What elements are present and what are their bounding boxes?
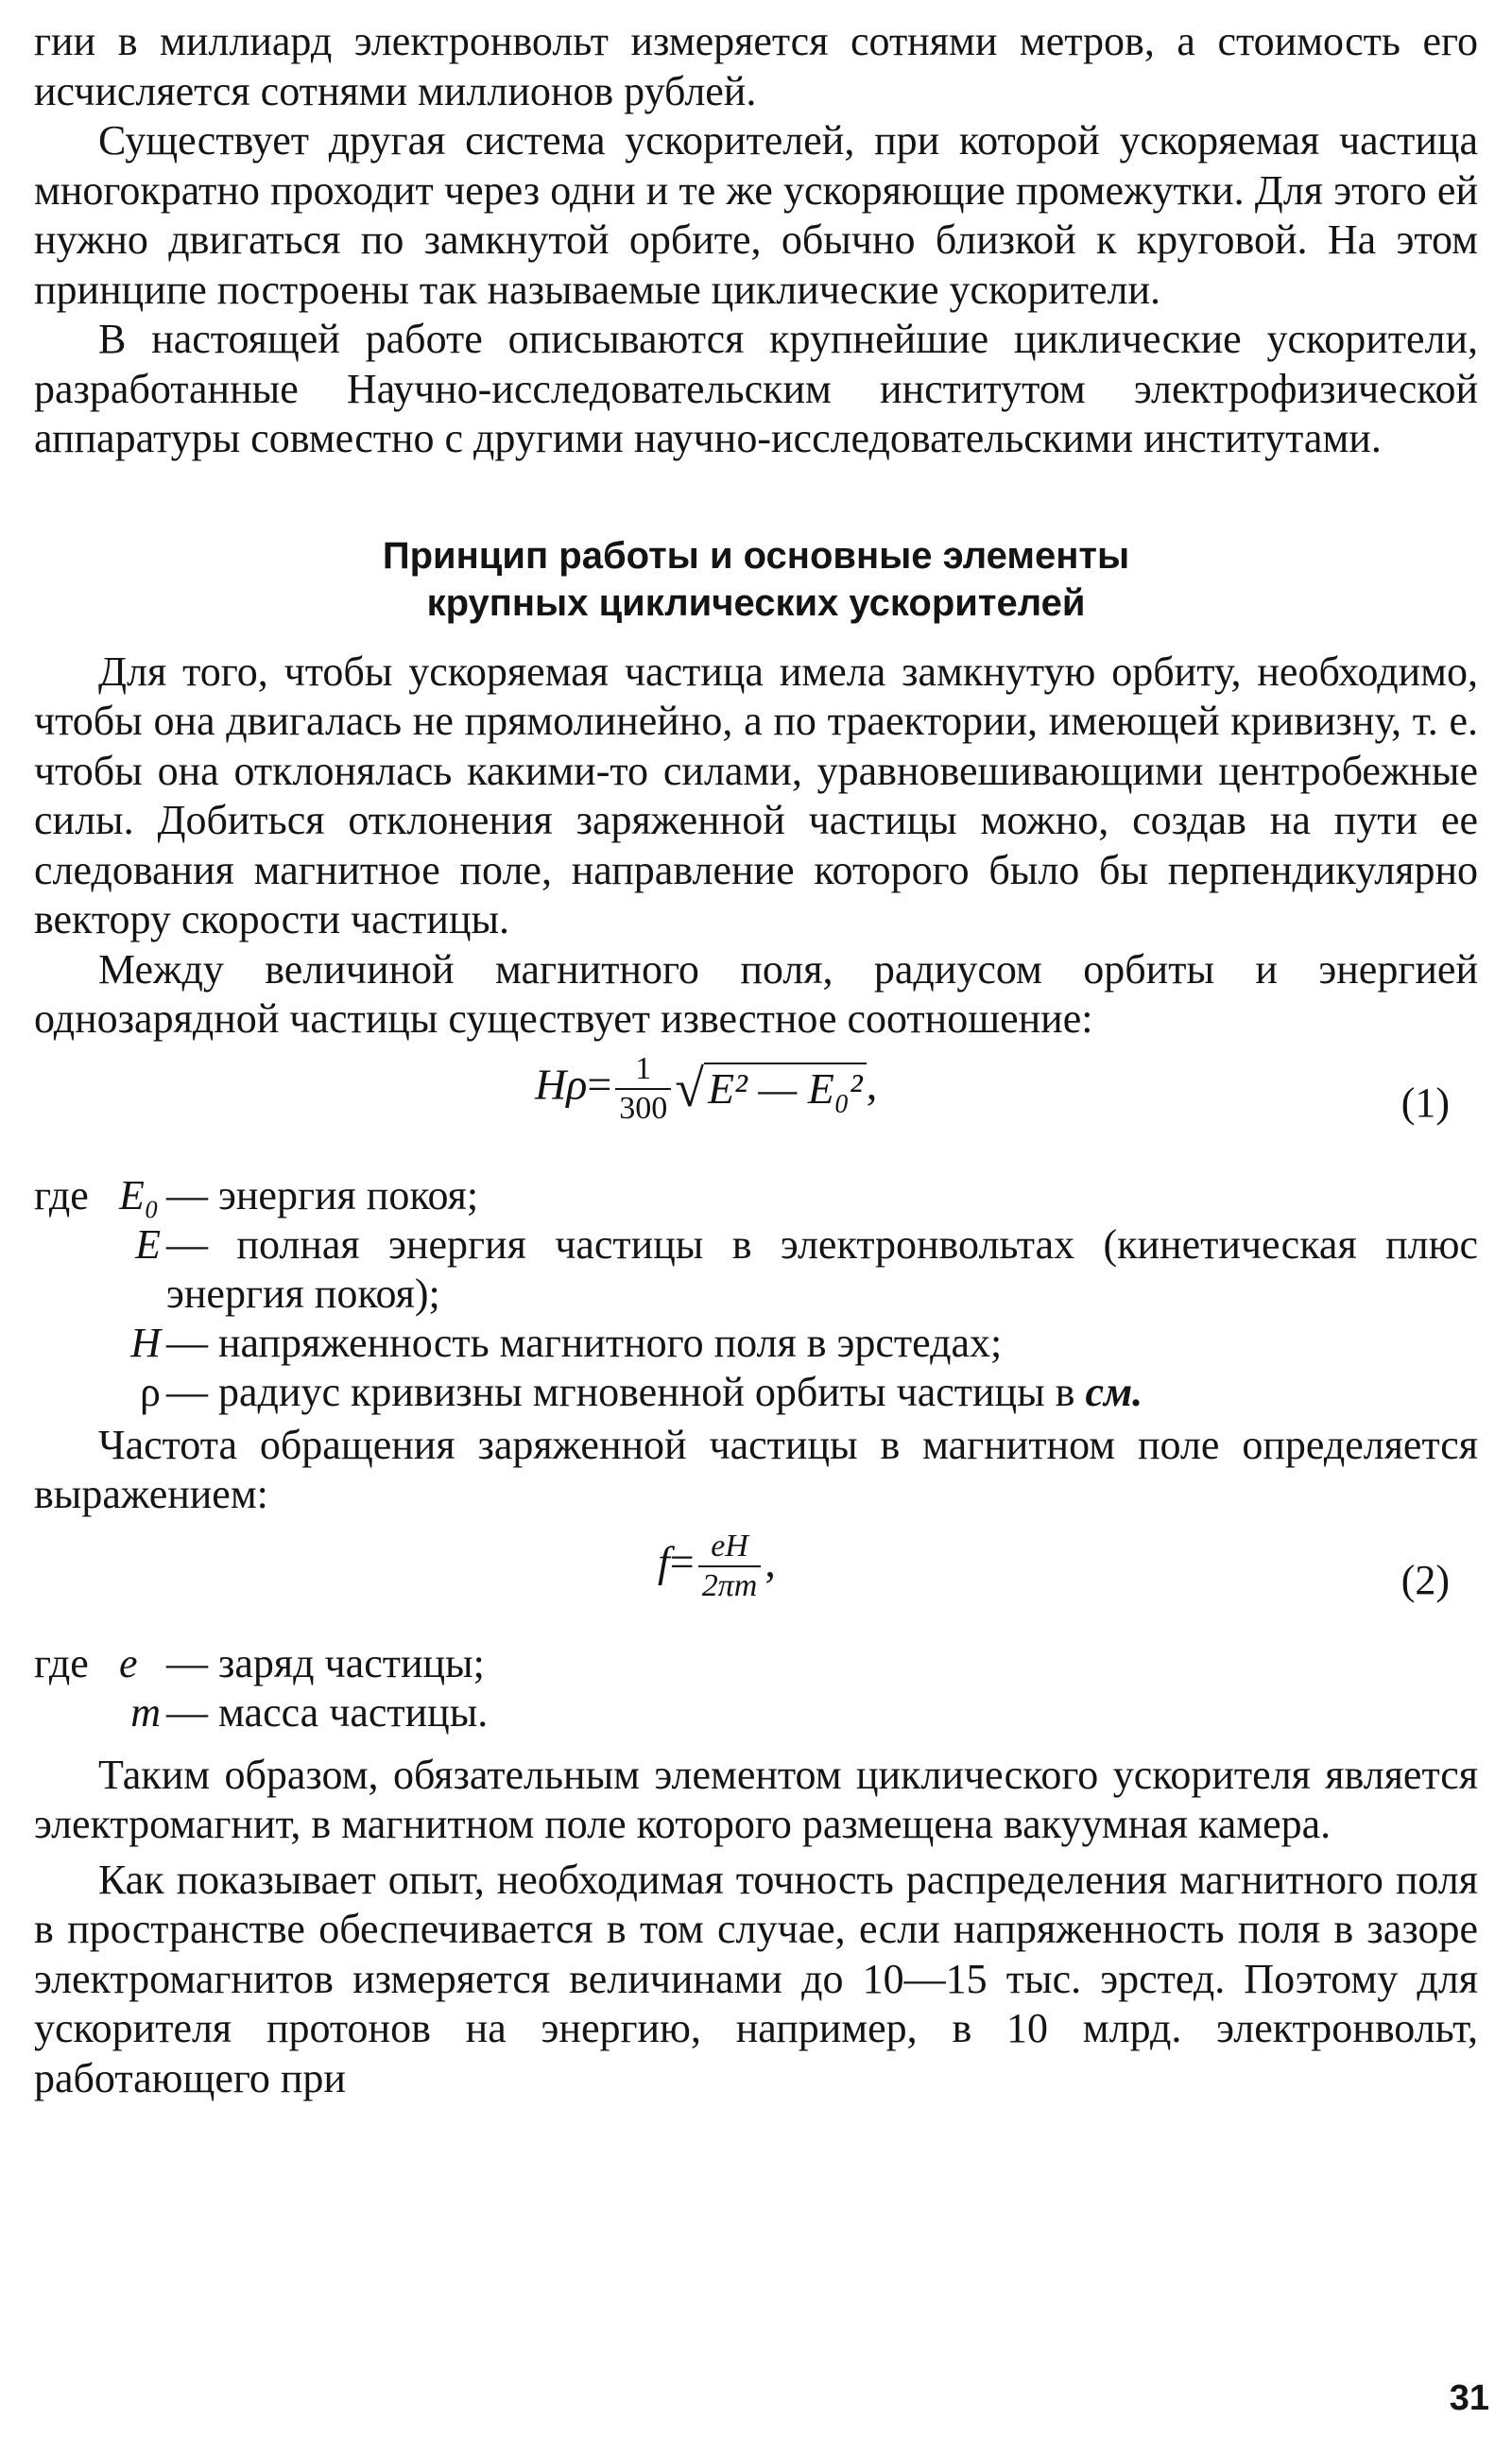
paragraph-7: Таким образом, обязательным элементом циклического ускорителя является электромагнит, в магнитном поле которого размещена вакуумная камера. xyxy=(34,1751,1478,1847)
definitions-1 xyxy=(34,1171,1478,1417)
definition-symbol: H xyxy=(130,1319,161,1366)
paragraph-5: Между величиной магнитного поля, радиусом орбиты и энергией однозарядной частицы существует известное соотношение: xyxy=(34,945,1478,1042)
definition-row xyxy=(34,1220,1478,1319)
formula-1-tail: , xyxy=(866,1060,878,1109)
paragraph-1: гии в миллиард электронвольт измеряется сотнями метров, а стоимость его исчисляется сотнями миллионов рублей. xyxy=(34,18,1478,114)
definition-text: — напряженность магнитного поля в эрстедах; xyxy=(166,1319,1003,1366)
formula-2-number: (2) xyxy=(1400,1556,1450,1603)
formula-1-lhs: Hρ xyxy=(535,1060,588,1109)
formula-2-fraction xyxy=(698,1528,762,1605)
formula-2-eq: = xyxy=(669,1537,695,1586)
section-heading-line-2: крупных циклических ускорителей xyxy=(426,581,1086,624)
definition-where: где xyxy=(34,1639,89,1686)
definition-row xyxy=(34,1639,1478,1688)
definition-symbol: E₀ xyxy=(119,1171,160,1218)
paragraph-6: Частота обращения заряженной частицы в магнитном поле определяется выражением: xyxy=(34,1421,1478,1517)
formula-1-denominator: 300 xyxy=(619,1090,668,1126)
formula-1-numerator: 1 xyxy=(615,1050,671,1090)
definition-symbol: e xyxy=(119,1639,138,1686)
definition-text: — масса частицы. xyxy=(166,1688,489,1736)
paragraph-8: Как показывает опыт, необходимая точность распределения магнитного поля в пространстве обеспечивается в том случае, если напряженность поля в зазоре электромагнитов измеряется величинами до 10—15 тыс. эрстед. Поэтому для ускорителя протонов на энергию, например, в 10 млрд. электронвольт, работающего при xyxy=(34,1856,1478,2101)
formula-2-row xyxy=(34,1528,1478,1639)
formula-1-eq: = xyxy=(587,1060,612,1109)
formula-1-row xyxy=(34,1050,1478,1171)
formula-2-numerator: eH xyxy=(698,1528,762,1567)
formula-1-number: (1) xyxy=(1400,1079,1450,1126)
definition-where: где xyxy=(34,1171,89,1218)
formula-2-tail: , xyxy=(765,1537,776,1586)
formula-1-sqrt-sign: √ xyxy=(675,1059,704,1118)
definition-text: — заряд частицы; xyxy=(166,1639,485,1686)
definition-text xyxy=(166,1368,1478,1417)
definition-unit: см. xyxy=(1085,1368,1143,1415)
section-heading-line-1: Принцип работы и основные элементы xyxy=(382,534,1130,577)
definition-row xyxy=(34,1368,1478,1417)
definition-text: — энергия покоя; xyxy=(166,1171,479,1218)
formula-2 xyxy=(658,1528,776,1605)
section-spacer xyxy=(34,464,1478,532)
paragraph-3: В настоящей работе описываются крупнейшие циклические ускорители, разработанные Научно-исследовательским институтом электрофизической аппаратуры совместно с другими научно-исследовательскими институтами. xyxy=(34,316,1478,461)
definition-row xyxy=(34,1688,1478,1737)
definition-row xyxy=(34,1319,1478,1368)
page-number: 31 xyxy=(1449,2378,1489,2418)
formula-1-radicand: E² — E₀² xyxy=(704,1063,867,1113)
definition-text-body: — радиус кривизны мгновенной орбиты частицы в xyxy=(166,1368,1075,1415)
paragraph-4: Для того, чтобы ускоряемая частица имела замкнутую орбиту, необходимо, чтобы она двигалась не прямолинейно, а по траектории, имеющей кривизну, т. е. чтобы она отклонялась какими-то силами, уравновешивающими центробежные силы. Добиться отклонения заряженной частицы можно, создав на пути ее следования магнитное поле, направление которого было бы перпендикулярно вектору скорости частицы. xyxy=(34,648,1478,942)
definition-symbol: ρ xyxy=(140,1368,161,1415)
definition-symbol: E xyxy=(135,1220,161,1268)
definitions-2 xyxy=(34,1639,1478,1737)
definition-row xyxy=(34,1171,1478,1220)
paragraph-2: Существует другая система ускорителей, при которой ускоряемая частица многократно проходит через одни и те же ускоряющие промежутки. Для этого ей нужно двигаться по замкнутой орбите, обычно близкой к круговой. На этом принципе построены так называемые циклические ускорители. xyxy=(34,117,1478,313)
formula-1 xyxy=(535,1050,877,1128)
definition-text: — полная энергия частицы в электронвольтах (кинетическая плюс энергия покоя); xyxy=(166,1220,1478,1317)
formula-2-lhs: f xyxy=(658,1537,670,1586)
formula-2-denominator: 2πm xyxy=(701,1567,758,1603)
formula-1-fraction xyxy=(615,1050,671,1128)
definition-symbol: m xyxy=(130,1688,161,1736)
